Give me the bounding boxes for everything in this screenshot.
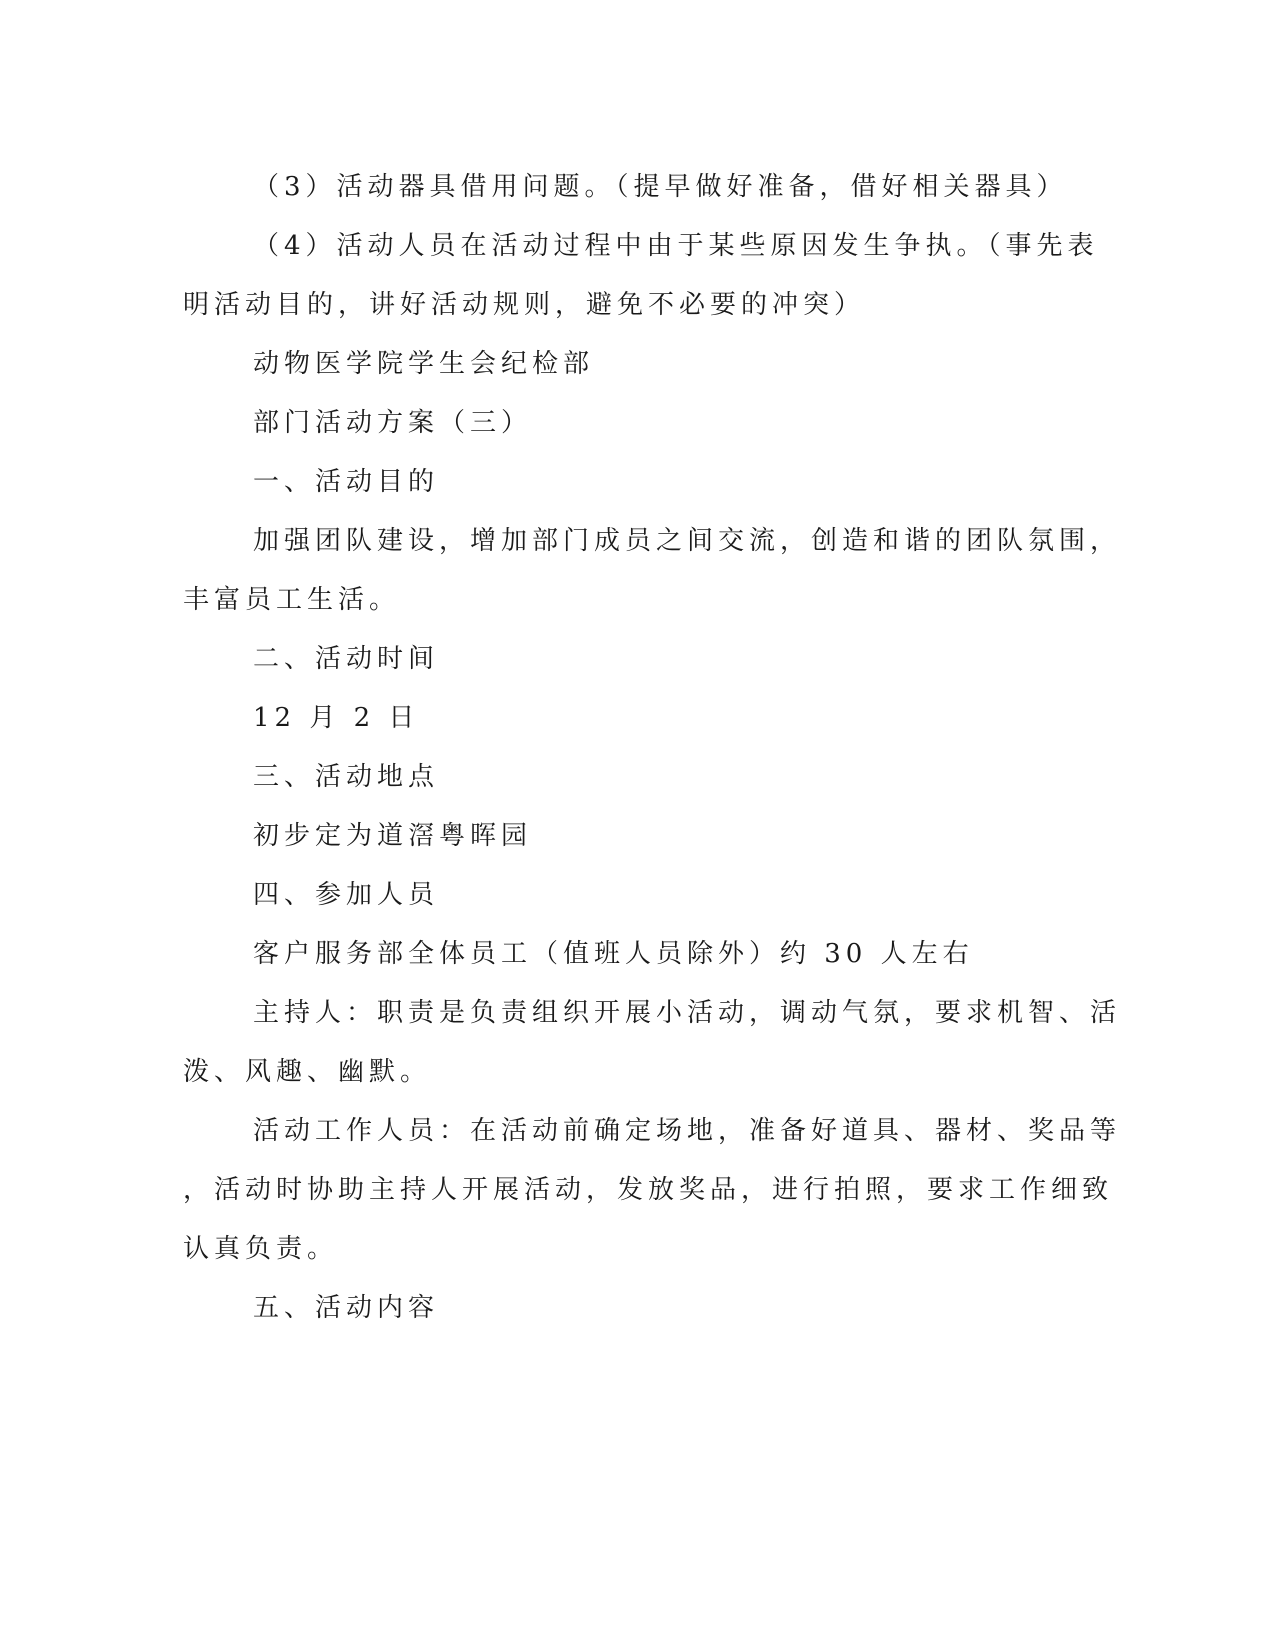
text-line-issue-3: （3）活动器具借用问题。（提早做好准备，借好相关器具） [253,172,1068,202]
document-body [183,158,1122,1338]
text-line-staff-cont-2: 认真负责。 [183,1234,339,1264]
text-line-purpose: 加强团队建设，增加部门成员之间交流，创造和谐的团队氛围， [253,526,1122,556]
text-line-host-cont: 泼、风趣、幽默。 [183,1057,432,1087]
text-line-staff: 活动工作人员：在活动前确定场地，准备好道具、器材、奖品等 [253,1116,1122,1146]
text-line-date: 12 月 2 日 [253,703,420,733]
heading-participants: 四、参加人员 [253,880,440,910]
text-line-participants: 客户服务部全体员工（值班人员除外）约 30 人左右 [253,939,974,969]
text-line-issue-4-cont: 明活动目的，讲好活动规则，避免不必要的冲突） [183,290,866,320]
text-line-organizer: 动物医学院学生会纪检部 [253,349,595,379]
heading-content: 五、活动内容 [253,1293,440,1323]
text-line-staff-cont: ，活动时协助主持人开展活动，发放奖品，进行拍照，要求工作细致 [183,1175,1114,1205]
heading-time: 二、活动时间 [253,644,440,674]
heading-purpose: 一、活动目的 [253,467,440,497]
section-title: 部门活动方案（三） [253,408,533,438]
text-line-issue-4: （4）活动人员在活动过程中由于某些原因发生争执。（事先表 [253,231,1099,261]
heading-location: 三、活动地点 [253,762,440,792]
text-line-location: 初步定为道滘粤晖园 [253,821,533,851]
text-line-host: 主持人：职责是负责组织开展小活动，调动气氛，要求机智、活 [253,998,1122,1028]
text-line-purpose-cont: 丰富员工生活。 [183,585,401,615]
